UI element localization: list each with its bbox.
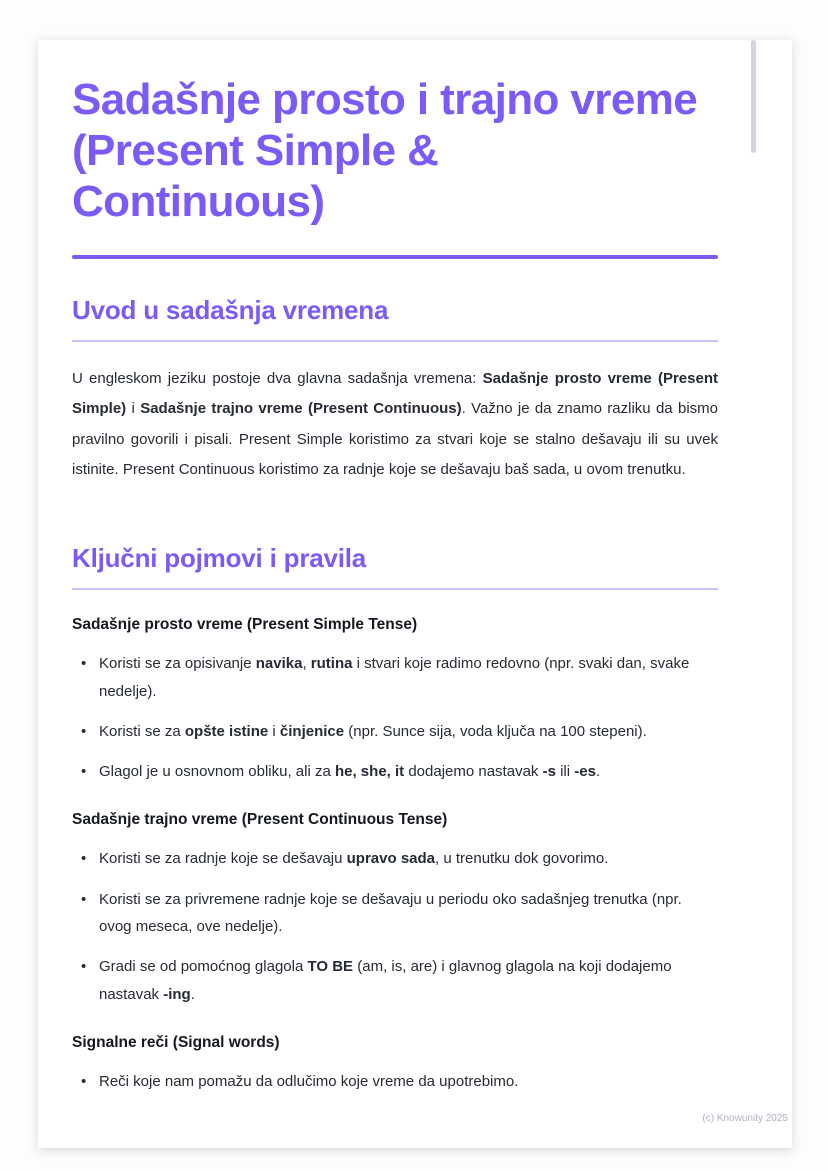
subheading-signal-words: Signalne reči (Signal words) <box>72 1033 280 1051</box>
section-key-heading: Ključni pojmovi i pravila <box>72 543 718 590</box>
intro-paragraph: U engleskom jeziku postoje dva glavna sadašnja vremena: Sadašnje prosto vreme (Present Simple) i Sadašnje trajno vreme (Present Continuous). Važno je da znamo razliku da bismo pravilno govorili i pisali. Present Simple koristimo za stvari koje se stalno dešavaju ili su uvek istinite. Present Continuous koristimo za radnje koje se dešavaju baš sada, u ovom trenutku. <box>72 370 718 478</box>
footer-credit: (c) Knowunity 2025 <box>702 1113 788 1124</box>
section-intro-heading: Uvod u sadašnja vremena <box>72 295 718 342</box>
bullet-item: • Koristi se za opisivanje navika, rutina i stvari koje radimo redovno (npr. svaki dan, svake nedelje). <box>72 650 718 705</box>
section-key-concepts <box>72 543 718 1095</box>
bullet-item: • Glagol je u osnovnom obliku, ali za he, she, it dodajemo nastavak -s ili -es. <box>72 758 718 785</box>
scrollbar-thumb[interactable] <box>751 40 756 153</box>
subheading-present-simple: Sadašnje prosto vreme (Present Simple Tense) <box>72 616 418 634</box>
document-title: Sadašnje prosto i trajno vreme (Present Simple & Continuous) <box>72 75 698 227</box>
bullet-item: • Koristi se za radnje koje se dešavaju upravo sada, u trenutku dok govorimo. <box>72 845 718 872</box>
present-continuous-list <box>72 845 718 1007</box>
present-simple-list <box>72 650 718 785</box>
section-intro <box>72 295 718 485</box>
document-page <box>38 40 792 1148</box>
bullet-item: • Reči koje nam pomažu da odlučimo koje vreme da upotrebimo. <box>72 1068 718 1095</box>
signal-words-list <box>72 1068 718 1095</box>
document-content <box>72 74 718 1108</box>
subheading-present-continuous: Sadašnje trajno vreme (Present Continuous Tense) <box>72 811 448 829</box>
title-divider <box>72 255 718 259</box>
bullet-item: • Koristi se za privremene radnje koje se dešavaju u periodu oko sadašnjeg trenutka (npr. ovog meseca, ove nedelje). <box>72 886 718 941</box>
bullet-item: • Koristi se za opšte istine i činjenice (npr. Sunce sija, voda ključa na 100 stepeni). <box>72 718 718 745</box>
bullet-item: • Gradi se od pomoćnog glagola TO BE (am, is, are) i glavnog glagola na koji dodajemo nastavak -ing. <box>72 953 718 1008</box>
